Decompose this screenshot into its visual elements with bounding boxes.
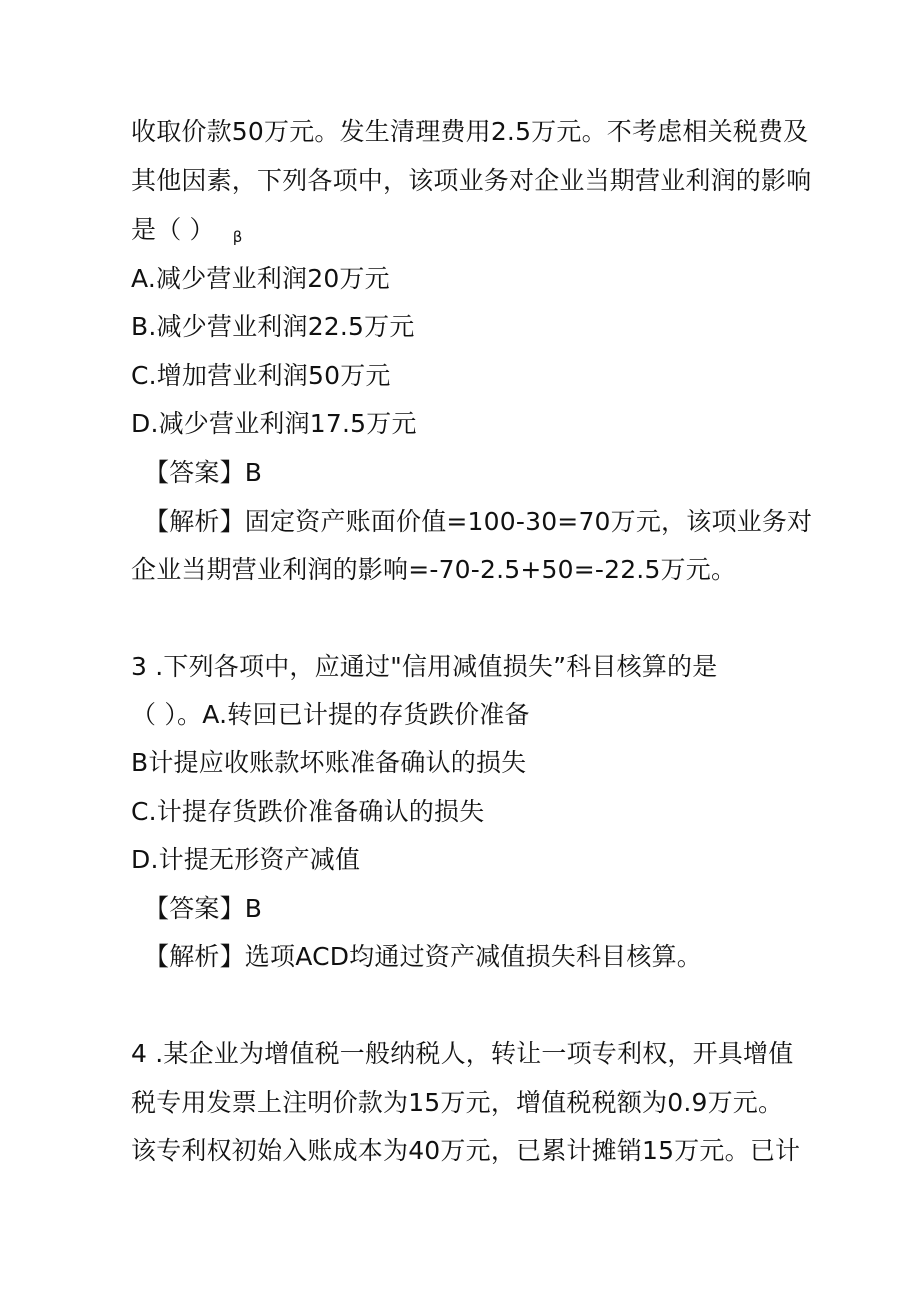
q2-stem-line-2: 其他因素，下列各项中，该项业务对企业当期营业利润的影响 — [131, 166, 812, 195]
q2-option-a: A.减少营业利润20万元 — [131, 264, 390, 293]
q3-stem-line-1: 3 .下列各项中，应通过"信用减值损失”科目核算的是 — [131, 652, 718, 681]
q4-stem-line-1: 4 .某企业为增值税一般纳税人，转让一项专利权，开具增值 — [131, 1039, 794, 1068]
q2-stem-text: 是（ ） — [131, 215, 215, 244]
q2-stem-mark: β — [232, 228, 243, 246]
q3-answer: 【答案】B — [144, 894, 263, 923]
q3-option-d: D.计提无形资产减值 — [131, 845, 361, 874]
q2-option-b: B.减少营业利润22.5万元 — [131, 312, 415, 341]
q2-analysis-line-1: 【解析】固定资产账面价值=100-30=70万元，该项业务对 — [144, 507, 813, 536]
q2-stem-line-3 — [131, 213, 243, 254]
q2-option-c: C.增加营业利润50万元 — [131, 361, 391, 390]
q3-option-c: C.计提存货跌价准备确认的损失 — [131, 797, 485, 826]
q3-option-b: B计提应收账款坏账准备确认的损失 — [131, 748, 527, 777]
q2-analysis-line-2: 企业当期营业利润的影响=-70-2.5+50=-22.5万元。 — [131, 555, 737, 584]
q3-analysis: 【解析】选项ACD均通过资产减值损失科目核算。 — [144, 942, 702, 971]
q2-stem-line-1: 收取价款50万元。发生清理费用2.5万元。不考虑相关税费及 — [131, 117, 809, 146]
q2-answer: 【答案】B — [144, 458, 263, 487]
q2-option-d: D.减少营业利润17.5万元 — [131, 409, 417, 438]
q3-stem-line-2: （ ）。A.转回已计提的存货跌价准备 — [131, 700, 530, 729]
q4-stem-line-2: 税专用发票上注明价款为15万元，增值税税额为0.9万元。 — [131, 1088, 784, 1117]
q4-stem-line-3: 该专利权初始入账成本为40万元，已累计摊销15万元。已计 — [131, 1136, 801, 1165]
